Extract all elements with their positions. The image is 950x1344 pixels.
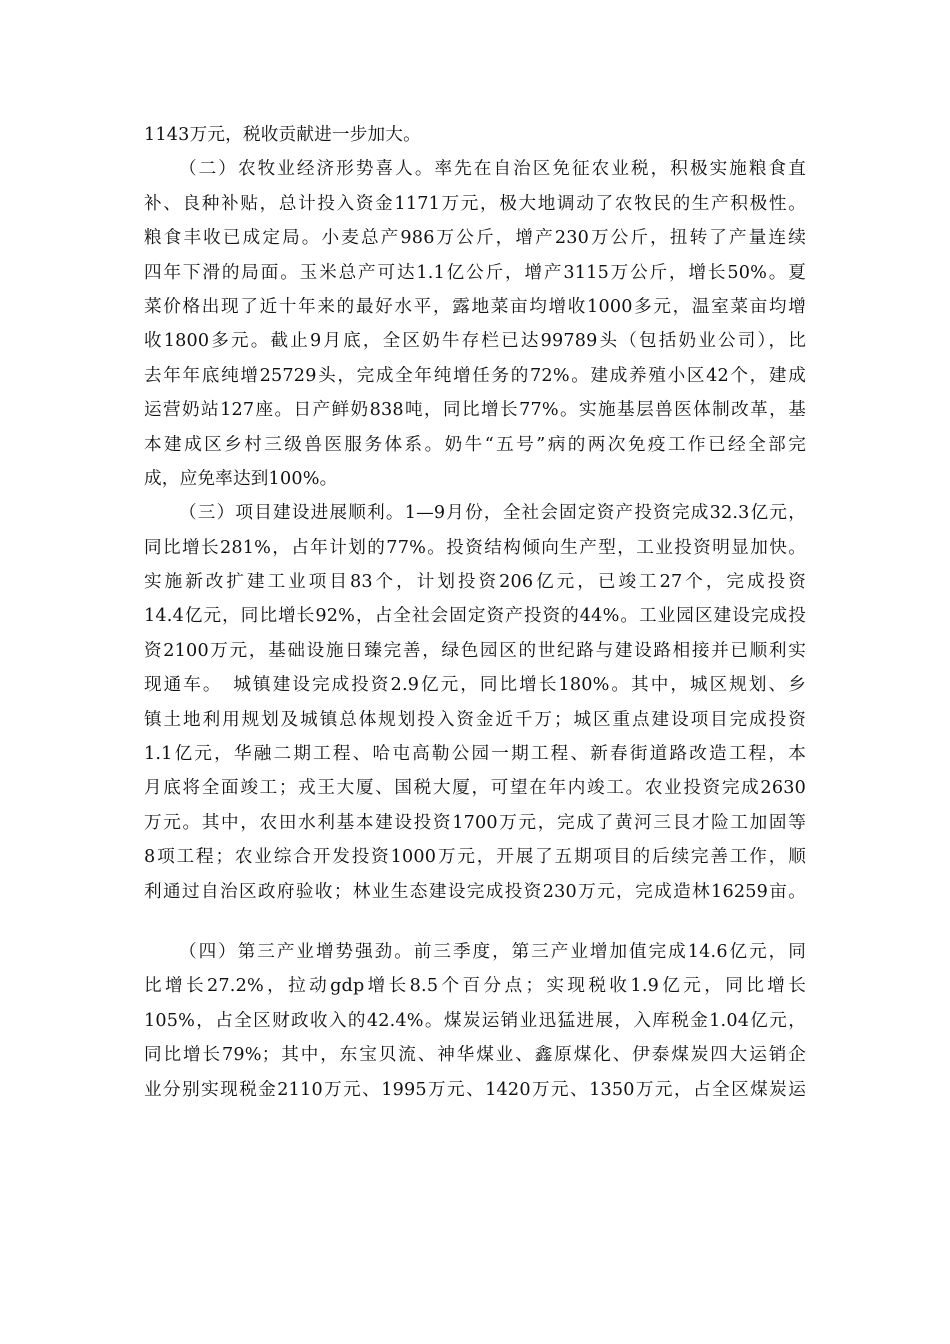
paragraph-gap — [144, 909, 806, 935]
text-line: 同比增长281%，占年计划的77%。投资结构倾向生产型，工业投资明显加快。 — [144, 537, 806, 558]
text-line: 8项工程；农业综合开发投资1000万元，开展了五期项目的后续完善工作，顺 — [144, 847, 806, 868]
text-line: 成，应免率达到100%。 — [144, 468, 338, 489]
text-line: 同比增长79%；其中，东宝贝流、神华煤业、鑫原煤化、伊泰煤炭四大运销企 — [144, 1045, 806, 1066]
text-line: （四）第三产业增势强劲。前三季度，第三产业增加值完成14.6亿元，同 — [179, 941, 806, 962]
text-line: 收1800多元。截止9月底，全区奶牛存栏已达99789头（包括奶业公司），比 — [144, 331, 806, 352]
text-line: 105%，占全区财政收入的42.4%。煤炭运销业迅猛进展，入库税金1.04亿元， — [144, 1010, 806, 1031]
text-line: 运营奶站127座。日产鲜奶838吨，同比增长77%。实施基层兽医体制改革，基 — [144, 400, 806, 421]
text-line: 镇土地利用规划及城镇总体规划投入资金近千万；城区重点建设项目完成投资 — [144, 709, 806, 730]
text-line: 现通车。 城镇建设完成投资2.9亿元，同比增长180%。其中，城区规划、乡 — [144, 675, 806, 696]
text-line: 月底将全面竣工；戎王大厦、国税大厦，可望在年内竣工。农业投资完成2630 — [144, 778, 806, 799]
text-line: 本建成区乡村三级兽医服务体系。奶牛“五号”病的两次免疫工作已经全部完 — [144, 434, 806, 455]
text-line: 1.1亿元，华融二期工程、哈屯高勒公园一期工程、新春街道路改造工程，本 — [144, 744, 806, 765]
text-line: 利通过自治区政府验收；林业生态建设完成投资230万元，完成造林16259亩。 — [144, 881, 806, 902]
text-line: 补、良种补贴，总计投入资金1171万元，极大地调动了农牧民的生产积极性。 — [144, 193, 806, 214]
text-line: 四年下滑的局面。玉米总产可达1.1亿公斤，增产3115万公斤，增长50%。夏 — [144, 262, 806, 283]
text-line: 万元。其中，农田水利基本建设投资1700万元，完成了黄河三艮才险工加固等 — [144, 812, 806, 833]
text-line: 去年年底纯增25729头，完成全年纯增任务的72%。建成养殖小区42个，建成 — [144, 365, 806, 386]
text-line: 菜价格出现了近十年来的最好水平，露地菜亩均增收1000多元，温室菜亩均增 — [144, 296, 806, 317]
text-line: 粮食丰收已成定局。小麦总产986万公斤，增产230万公斤，扭转了产量连续 — [144, 228, 806, 249]
paragraph-p1 — [144, 152, 806, 496]
paragraph-p3 — [144, 935, 806, 1107]
text-line: （三）项目建设进展顺利。1—9月份，全社会固定资产投资完成32.3亿元， — [179, 503, 806, 524]
text-line: （二）农牧业经济形势喜人。率先在自治区免征农业税，积极实施粮食直 — [179, 159, 806, 180]
text-line: 资2100万元，基础设施日臻完善，绿色园区的世纪路与建设路相接并已顺利实 — [144, 640, 806, 661]
paragraph-p0 — [144, 118, 806, 152]
text-line: 比增长27.2%，拉动gdp增长8.5个百分点；实现税收1.9亿元，同比增长 — [144, 976, 806, 997]
text-line: 1143万元，税收贡献进一步加大。 — [144, 125, 421, 145]
text-line: 实施新改扩建工业项目83个，计划投资206亿元，已竣工27个，完成投资 — [144, 572, 806, 593]
text-line: 业分别实现税金2110万元、1995万元、1420万元、1350万元，占全区煤炭运 — [144, 1079, 806, 1100]
document-page — [144, 118, 806, 1107]
paragraph-p2 — [144, 496, 806, 909]
text-line: 14.4亿元，同比增长92%，占全社会固定资产投资的44%。工业园区建设完成投 — [144, 606, 806, 627]
